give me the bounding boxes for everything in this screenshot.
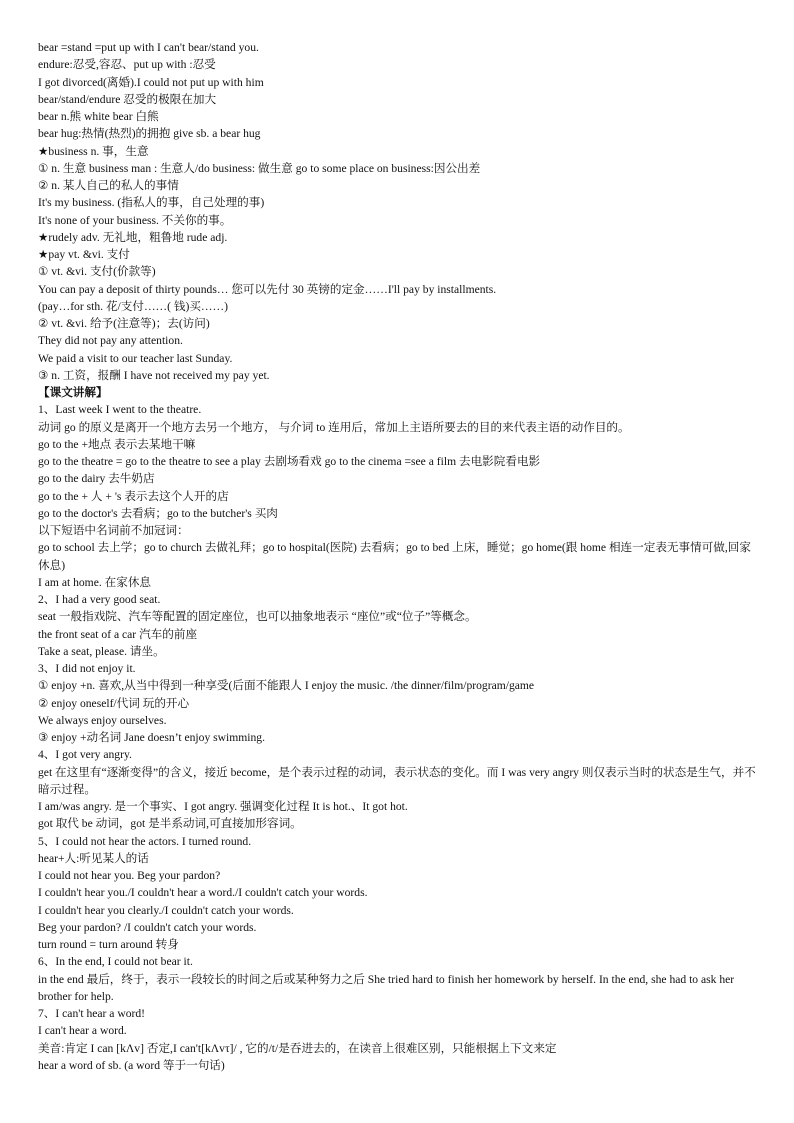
text-line: I could not hear you. Beg your pardon? bbox=[38, 869, 221, 882]
text-line: bear hug:热情(热烈)的拥抱 give sb. a bear hug bbox=[38, 127, 261, 141]
text-line: I can't hear a word. bbox=[38, 1024, 127, 1038]
text-line: bear/stand/endure 忍受的极限在加大 bbox=[38, 92, 217, 106]
text-line: seat 一般指戏院、汽车等配置的固定座位，也可以抽象地表示 “座位”或“位子”等概念。 bbox=[38, 610, 477, 624]
text-paragraph: get 在这里有“逐渐变得”的含义，接近 become，是个表示过程的动词，表示状态的变化。而 I was very angry 则仅表示当时的状态是生气，并不暗示过程。 bbox=[38, 765, 756, 796]
text-line: I got divorced(离婚).I could not put up with him bbox=[38, 75, 264, 89]
text-line: ① vt. &vi. 支付(价款等) bbox=[38, 265, 156, 279]
text-line: got 取代 be 动词，got 是半系动词,可直接加形容词。 bbox=[38, 817, 302, 831]
text-line: 5、I could not hear the actors. I turned round. bbox=[38, 834, 252, 848]
text-line: We paid a visit to our teacher last Sunday. bbox=[38, 351, 233, 365]
text-line: Beg your pardon? /I couldn't catch your words. bbox=[38, 920, 257, 934]
section-heading: 【课文讲解】 bbox=[38, 386, 108, 399]
text-line: It's my business. (指私人的事，自己处理的事) bbox=[38, 196, 265, 210]
text-line: I am/was angry. 是一个事实、I got angry. 强调变化过程 It is hot.、It got hot. bbox=[38, 800, 408, 813]
text-line: It's none of your business. 不关你的事。 bbox=[38, 213, 232, 227]
text-line: 美音:肯定 I can [kΛv] 否定,I can't[kΛvτ]/ , 它的/t/是吞进去的，在读音上很难区别，只能根据上下文来定 bbox=[38, 1041, 557, 1055]
text-line: go to the doctor's 去看病；go to the butcher's 买肉 bbox=[38, 506, 278, 520]
document-page bbox=[38, 39, 760, 1074]
text-line: hear+人:听见某人的话 bbox=[38, 851, 149, 865]
text-paragraph: go to school 去上学；go to church 去做礼拜；go to hospital(医院) 去看病；go to bed 上床，睡觉；go home(跟 home 相连一定表无事情可做,回家休息) bbox=[38, 541, 751, 572]
text-line: the front seat of a car 汽车的前座 bbox=[38, 627, 198, 641]
vocab-heading-rudely: ★rudely adv. 无礼地，粗鲁地 rude adj. bbox=[38, 230, 228, 244]
text-line: 动词 go 的原义是离开一个地方去另一个地方， 与介词 to 连用后，常加上主语所要去的目的来代表主语的动作目的。 bbox=[38, 420, 630, 434]
vocab-heading-business: ★business n. 事，生意 bbox=[38, 144, 149, 158]
text-line: 1、Last week I went to the theatre. bbox=[38, 403, 202, 417]
text-line: bear n.熊 white bear 白熊 bbox=[38, 110, 159, 123]
text-line: endure:忍受,容忍、put up with :忍受 bbox=[38, 58, 216, 72]
text-line: 3、I did not enjoy it. bbox=[38, 662, 136, 675]
text-line: We always enjoy ourselves. bbox=[38, 713, 167, 727]
text-line: ② vt. &vi. 给予(注意等)；去(访问) bbox=[38, 317, 210, 330]
text-line: go to the +地点 表示去某地干嘛 bbox=[38, 437, 196, 451]
text-line: 4、I got very angry. bbox=[38, 748, 132, 762]
text-line: ② enjoy oneself/代词 玩的开心 bbox=[38, 696, 190, 710]
text-paragraph: in the end 最后，终于，表示一段较长的时间之后或某种努力之后 She tried hard to finish her homework by herself. In the end, she had to ask her brother for help. bbox=[38, 972, 735, 1003]
text-line: hear a word of sb. (a word 等于一句话) bbox=[38, 1058, 225, 1072]
text-line: ③ enjoy +动名词 Jane doesn’t enjoy swimming. bbox=[38, 731, 265, 744]
text-line: You can pay a deposit of thirty pounds… 您可以先付 30 英镑的定金……I'll pay by installments. bbox=[38, 282, 497, 296]
vocab-heading-pay: ★pay vt. &vi. 支付 bbox=[38, 248, 130, 261]
text-line: 7、I can't hear a word! bbox=[38, 1007, 146, 1020]
text-line: 以下短语中名词前不加冠词： bbox=[38, 524, 189, 537]
text-line: Take a seat, please. 请坐。 bbox=[38, 644, 165, 658]
text-line: turn round = turn around 转身 bbox=[38, 938, 179, 951]
text-line: bear =stand =put up with I can't bear/stand you. bbox=[38, 41, 259, 54]
text-line: They did not pay any attention. bbox=[38, 334, 183, 348]
text-line: ① n. 生意 business man : 生意人/do business: 做生意 go to some place on business:因公出差 bbox=[38, 161, 481, 175]
text-line: ③ n. 工资，报酬 I have not received my pay yet. bbox=[38, 368, 270, 382]
text-line: I couldn't hear you./I couldn't hear a word./I couldn't catch your words. bbox=[38, 886, 368, 900]
text-line: ② n. 某人自己的私人的事情 bbox=[38, 179, 179, 192]
text-line: 6、In the end, I could not bear it. bbox=[38, 955, 193, 969]
text-line: go to the + 人 + 's 表示去这个人开的店 bbox=[38, 489, 229, 503]
text-line: I couldn't hear you clearly./I couldn't catch your words. bbox=[38, 903, 294, 917]
text-line: I am at home. 在家休息 bbox=[38, 575, 152, 589]
text-line: go to the theatre = go to the theatre to see a play 去剧场看戏 go to the cinema =see a film 去电影院看电影 bbox=[38, 455, 541, 468]
text-line: go to the dairy 去牛奶店 bbox=[38, 472, 155, 486]
text-line: (pay…for sth. 花/支付……( 钱)买……) bbox=[38, 299, 228, 313]
text-line: 2、I had a very good seat. bbox=[38, 593, 161, 606]
text-line: ① enjoy +n. 喜欢,从当中得到一种享受(后面不能跟人 I enjoy the music. /the dinner/film/program/game bbox=[38, 679, 535, 693]
